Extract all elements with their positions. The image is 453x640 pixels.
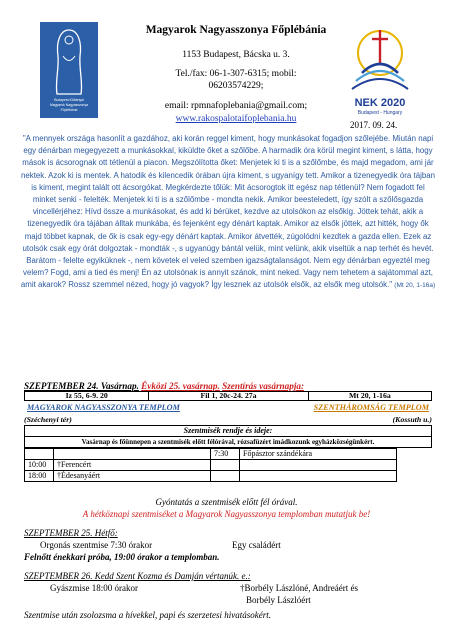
mass-intent: †Ferencért [54,460,211,471]
logo-text-2: Magyarok Nagyasszonya [49,103,89,107]
tuesday-intent-2: Borbély Lászlóért [246,595,311,605]
sunday-feast: Szentírás vasárnapja: [222,381,305,391]
mass-intent-2: Főpásztor szándékára [240,449,397,460]
bulletin-date: 2017. 09. 24. [350,120,398,130]
mass-order-title: Szentmisék rendje és ideje: [24,425,432,437]
mass-intent: †Édesanyáért [54,471,211,482]
parish-logo [40,22,98,118]
tuesday-intent-1: †Borbély Lászlóné, Andreáért és [240,583,358,593]
mobile-number: 06203574229; [208,81,264,91]
website-link[interactable]: www.rakospalotaifoplebania.hu [175,114,297,124]
churches-header [24,404,432,412]
nek-subtitle: Budapest - Hungary [357,110,403,116]
monday-choir-note: Felnőtt énekkari próba, 19:00 órakor a templomban. [24,552,220,562]
church-left: MAGYAROK NAGYASSZONYA TEMPLOM [27,403,180,412]
monday-heading: SZEPTEMBER 25. Hétfő: [24,528,118,538]
logo-text-1: Budapest-Kőbányai [54,98,84,102]
sunday-date: SZEPTEMBER 24. Vasárnap. [24,381,139,391]
mass-time-2 [211,471,240,482]
monday-mass: Orgonás szentmise 7:30 órakor [40,540,153,550]
parish-title: Magyarok Nagyasszonya Főplébánia [145,24,327,36]
tuesday-heading: SZEPTEMBER 26. Kedd Szent Kozma és Damján vértanúk. e.: [24,571,251,581]
mass-row [25,471,397,482]
mass-time-2 [211,460,240,471]
mass-intent-2 [240,460,397,471]
mass-intent-2 [240,471,397,482]
reading-1: Iz 55, 6-9. 20 [25,392,149,401]
mass-time [25,449,54,460]
tuesday-mass: Gyászmise 18:00 órakor [50,583,138,593]
confession-note: Gyóntatás a szentmisék előtt fél órával. [155,497,298,507]
logo-text-3: Főplébánia [60,108,78,112]
sunday-heading [24,381,304,391]
contact-email: email: rpmnafoplebania@gmail.com; [164,101,308,111]
reading-3: Mt 20, 1-16a [308,392,431,401]
nek-logo-icon [340,25,420,100]
closing-note: Szentmise után zsolozsma a hívekkel, papi és szerzetesi hivatásokért. [24,610,271,620]
mass-time: 18:00 [25,471,54,482]
mass-row [25,460,397,471]
rosary-notice: Vasárnap és főünnepen a szentmisék előtt félórával, rózsafüzért imádkozunk egyházközségünkért. [24,436,432,448]
church-right-location: (Kossuth u.) [392,415,432,424]
mass-row [25,449,397,460]
weekday-note: A hétköznapi szentmiséket a Magyarok Nagyasszonya templomban mutatjuk be! [82,509,371,519]
contact-phone [126,68,346,92]
monday-intent: Egy családért [232,540,281,550]
mass-time: 10:00 [25,460,54,471]
mass-intent [54,449,211,460]
church-right: SZENTHÁROMSÁG TEMPLOM [313,403,429,412]
gospel-body: "A mennyek országa hasonlít a gazdához, aki korán reggel kiment, hogy munkásokat fogadjon szőlejébe. Miután napi egy dénárban megegyezett a munkásokkal, kiküldte őket a szőlőbe. A harmadik óra körül megint kiment, s látta, hogy mások is ácsorognak ott tétlenül a piacon. Megszólította őket: Menjetek ki ti is a szőlőmbe, és majd megadom, ami jár nektek. Azok ki is mentek. A hatodik és kilencedik órában újra kiment, s ugyanígy tett. Amikor a tizenegyedik óra tájban is kiment, megint talált ott ácsorgókat. Megkérdezte tőlük: Mit ácsorogtok itt egész nap tétlenül? Nem fogadott fel minket senki - felelték. Menjetek ki ti is a szőlőmbe - mondta nekik. Amikor beesteledett, így szólt a szőlősgazda vincellérjéhez: Hívd össze a munkásokat, és add ki bérüket, kezdve az utolsókon az elsőkig. Jöttek tehát, akik a tizenegyedik óra tájában álltak munkába, és fejenként egy dénárt kaptak. Amikor az elsők jöttek, azt hitték, hogy ők majd többet kapnak, de ők is csak egy-egy dénárt kaptak. Amikor átvették, zúgolódni kezdtek a gazda ellen. Ezek az utolsók csak egy órát dolgoztak - mondták -, s ugyanúgy bántál velük, mint velünk, akik viseltük a nap terhét és hevét. Barátom - felelte egyiküknek -, nem követek el veled szemben igazságtalanságot. Nem egy dénárban egyeztél meg velem? Fogd, ami a tied és menj! Én az utolsónak is annyit szánok, mint neked. Vagy nem tehetem a sajátommal azt, amit akarok? Rossz szemmel nézed, hogy jó vagyok? Így lesznek az utolsók elsők, az elsők meg utolsók." [20,134,436,290]
tel-label: Tel./fax: 06-1-307-6315; mobil: [175,69,297,79]
mass-table [24,448,397,482]
gospel-text [20,133,436,293]
sunday-ordinal: Évközi 25. vasárnap. [141,381,220,391]
reading-2: Fil 1, 20c-24. 27a [149,392,308,401]
gospel-reference: (Mt 20, 1-16a) [394,282,436,290]
church-left-location: (Széchenyi tér) [24,415,72,424]
mass-time-2: 7:30 [211,449,240,460]
nek-title: NEK 2020 [354,97,406,109]
church-locations [24,415,432,424]
parish-address: 1153 Budapest, Bácska u. 3. [182,50,290,60]
readings-table [24,391,432,401]
